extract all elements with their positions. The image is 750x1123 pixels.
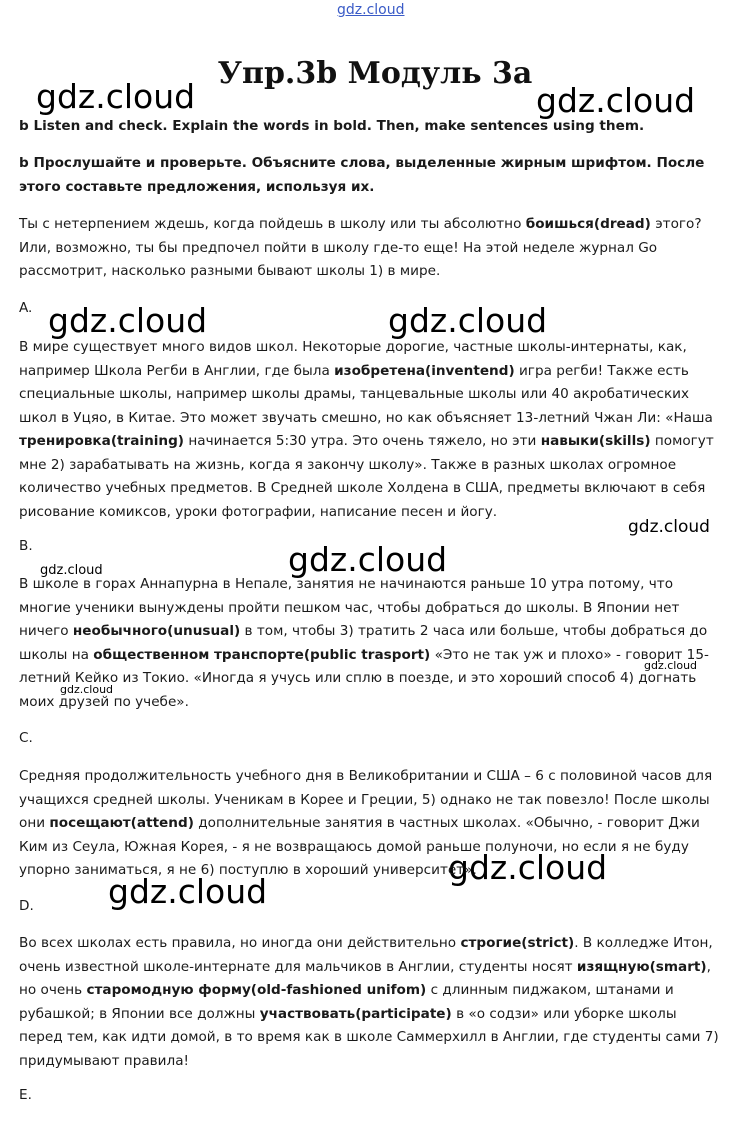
section-letter-c: C. [19,730,33,746]
watermark: gdz.cloud [40,563,103,578]
bold-term: участвовать(participate) [259,1005,452,1022]
watermark: gdz.cloud [108,872,268,911]
bold-term: общественном транспорте(public trasport) [93,646,431,663]
watermark-link[interactable]: gdz.cloud [337,2,405,18]
bold-term: посещают(attend) [49,815,194,831]
section-letter-a: A. [19,300,33,316]
section-d-paragraph: Во всех школах есть правила, но иногда они действительно строгие(strict). В колледже Итон, очень известной школе-интернате для мальчиков в Англии, студенты носят изящную(smart), но очень старомодную форму(old-fashioned unifom) с длинным пиджаком, штанами и рубашкой; в Японии все должны участвовать(participate) в «о содзи» или уборке школы перед тем, как идти домой, в то время как в школе Саммерхилл в Англии, где студенты сами 7) придумывают правила! [19,935,719,1069]
section-letter-d: D. [19,898,34,914]
intro-paragraph: Ты с нетерпением ждешь, когда пойдешь в школу или ты абсолютно боишься(dread) этого? Или, возможно, ты бы предпочел пойти в школу где-то еще! На этой неделе журнал Go рассмотрит, насколько разными бывают школы 1) в мире. [19,216,702,279]
instruction-ru: b Прослушайте и проверьте. Объясните слова, выделенные жирным шрифтом. После этого составьте предложения, используя их. [19,155,705,195]
bold-term: необычного(unusual) [72,623,241,639]
section-letter-e: E. [19,1087,32,1103]
bold-term: старомодную форму(old-fashioned unifom) [86,982,427,998]
bold-term: изобретена(inventend) [334,362,515,379]
bold-term: боишься(dread) [525,216,651,232]
section-a-paragraph: В мире существует много видов школ. Некоторые дорогие, частные школы-интернаты, как, например Школа Регби в Англии, где была изобретена(inventend) игра регби! Также есть специальные школы, например школы драмы, танцевальные школы или 40 акробатических школ в Уцяо, в Китае. Это может звучать смешно, но как объясняет 13-летний Чжан Ли: «Наша тренировка(training) начинается 5:30 утра. Это очень тяжело, но эти навыки(skills) помогут мне 2) зарабатывать на жизнь, когда я закончу школу». Также в разных школах огромное количество учебных предметов. В Средней школе Холдена в США, предметы включают в себя рисование комиксов, уроки фотографии, написание песен и йогу. [19,339,714,520]
bold-term: изящную(smart) [576,958,707,975]
watermark: gdz.cloud [60,683,114,696]
instruction-en: b Listen and check. Explain the words in bold. Then, make sentences using them. [19,118,645,134]
section-b-paragraph: В школе в горах Аннапурна в Непале, занятия не начинаются раньше 10 утра потому, что многие ученики вынуждены пройти пешком час, чтобы добраться до школы. В Японии нет ничего необычного(unusual) в том, чтобы 3) тратить 2 часа или больше, чтобы добраться до школы на общественном транспорте(public trasport) «Это не так уж и плохо» - говорит 15-летний Кейко из Токио. «Иногда я учусь или сплю в поезде, и это хороший способ 4) догнать моих друзей по учебе». [19,576,709,710]
watermark: gdz.cloud [536,81,696,120]
watermark: gdz.cloud [388,301,548,340]
watermark: gdz.cloud [644,659,698,672]
bold-term: навыки(skills) [540,433,651,449]
section-c-paragraph: Средняя продолжительность учебного дня в Великобритании и США – 6 с половиной часов для учащихся средней школы. Ученикам в Корее и Греции, 5) однако не так повезло! После школы они посещают(attend) дополнительные занятия в частных школах. «Обычно, - говорит Джи Ким из Сеула, Южная Корея, - я не возвращаюсь домой раньше полуночи, но если я не буду упорно заниматься, я не 6) поступлю в хороший университет». [19,768,713,878]
watermark: gdz.cloud [448,848,608,887]
bold-term: тренировка(training) [19,433,185,449]
watermark: gdz.cloud [48,301,208,340]
section-letter-b: B. [19,538,33,554]
watermark: gdz.cloud [36,77,196,116]
watermark: gdz.cloud [628,517,710,537]
watermark: gdz.cloud [288,540,448,579]
bold-term: строгие(strict) [460,935,575,951]
page-title: Упр.3b Модуль 3а [217,56,533,91]
